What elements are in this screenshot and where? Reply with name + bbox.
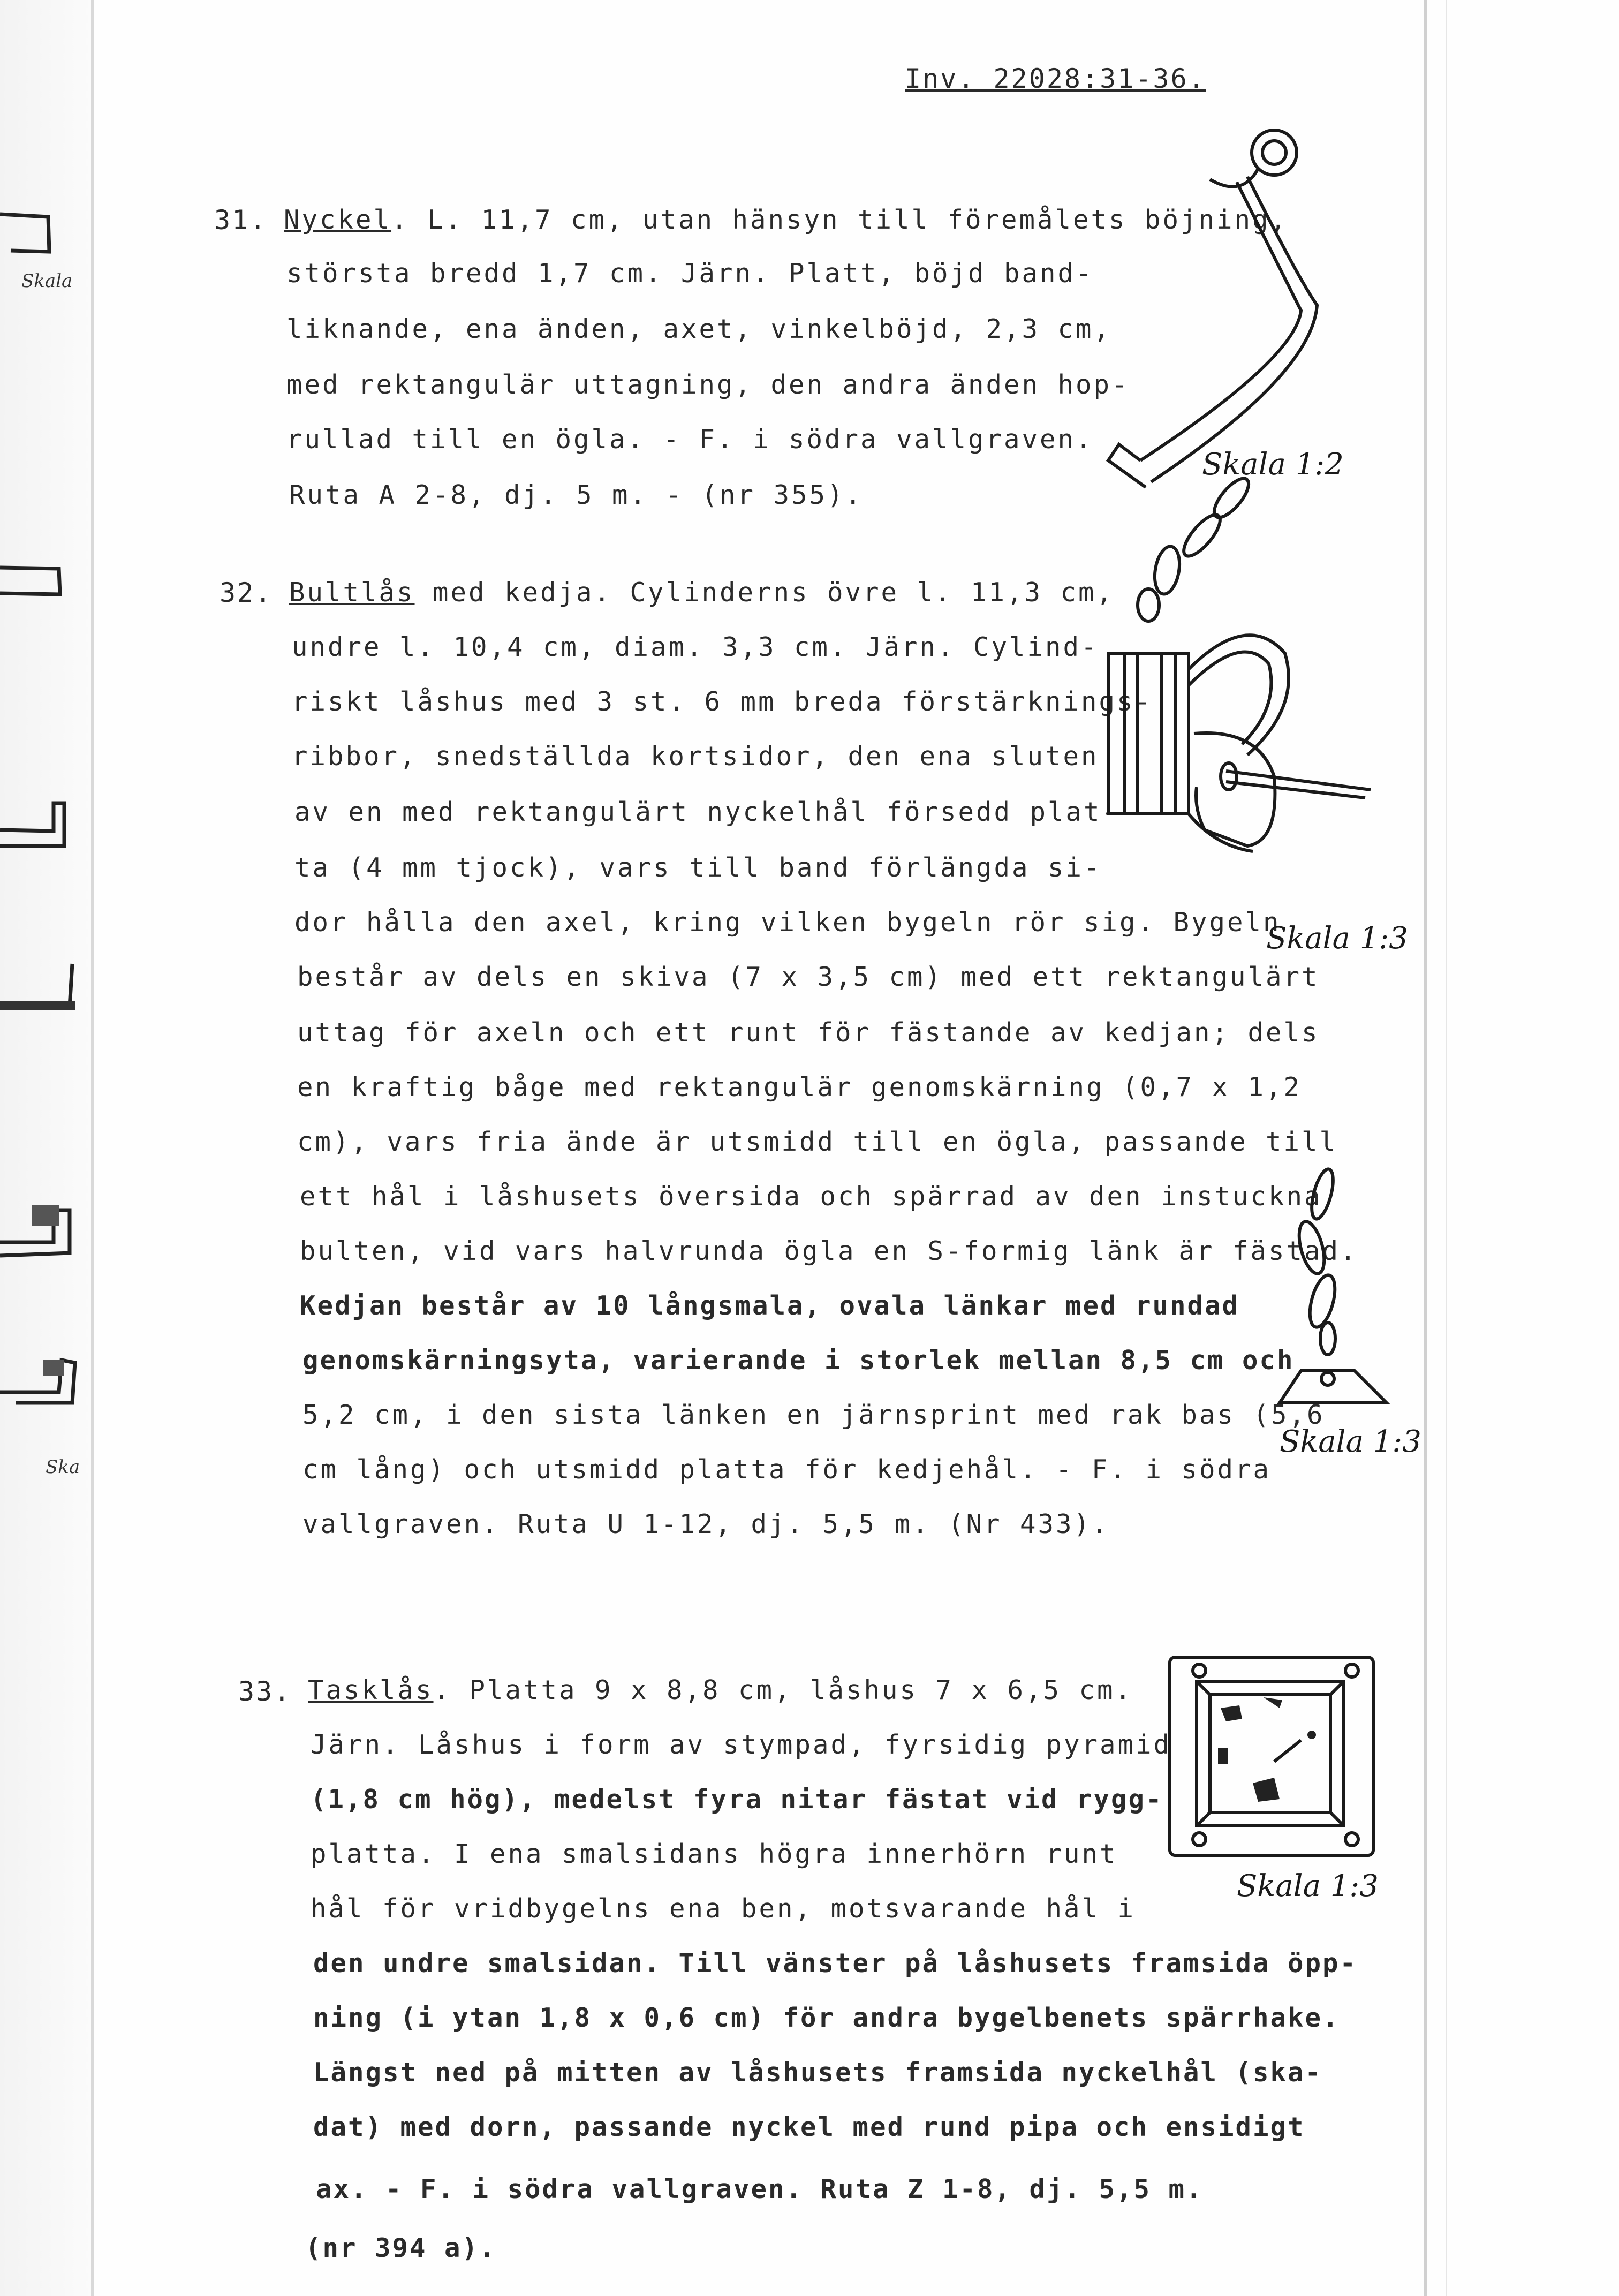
entry-text-line: Kedjan består av 10 långsmala, ovala länkar med rundad <box>300 1290 1240 1321</box>
entry-text-line: cm lång) och utsmidd platta för kedjehål. - F. i södra <box>302 1454 1272 1485</box>
entry-text-line: uttag för axeln och ett runt för fästande av kedjan; dels <box>297 1017 1320 1048</box>
entry-text-line: av en med rektangulärt nyckelhål försedd plat- <box>294 797 1120 827</box>
entry-title: Nyckel <box>284 205 392 235</box>
entry-title: Bultlås <box>289 577 415 608</box>
entry-first-line <box>308 1675 1133 1705</box>
entry-text-line: platta. I ena smalsidans högra innerhörn runt <box>311 1839 1118 1869</box>
entry-title: Tasklås <box>308 1675 434 1705</box>
inventory-number: Inv. 22028:31-36. <box>905 63 1206 94</box>
entry-first-line <box>289 577 1114 608</box>
entry-text-line: hål för vridbygelns ena ben, motsvarande hål i <box>311 1893 1136 1924</box>
scale-label: Skala 1:3 <box>1237 1869 1379 1904</box>
entry-text-line: 5,2 cm, i den sista länken en järnsprint med rak bas (5,6 <box>302 1400 1325 1430</box>
entry-text: . L. 11,7 cm, utan hänsyn till föremålets böjning, <box>391 205 1289 235</box>
entry-text-line: vallgraven. Ruta U 1-12, dj. 5,5 m. (Nr 433). <box>302 1509 1110 1539</box>
entry-text-line: Längst ned på mitten av låshusets framsida nyckelhål (ska- <box>313 2057 1323 2088</box>
entry-text-line: ta (4 mm tjock), vars till band förlängda si- <box>294 852 1102 883</box>
entry-text-line: cm), vars fria ände är utsmidd till en ögla, passande till <box>297 1127 1338 1157</box>
box-lock-illustration <box>1167 1655 1381 1869</box>
entry-text-line: undre l. 10,4 cm, diam. 3,3 cm. Järn. Cylind- <box>292 632 1099 662</box>
entry-text-line: ett hål i låshusets översida och spärrad av den instuckna <box>300 1181 1322 1212</box>
page-edge-line <box>1446 0 1447 2296</box>
entry-text-line: rullad till en ögla. - F. i södra vallgraven. <box>286 424 1094 455</box>
scale-label: Skala 1:3 <box>1266 921 1408 956</box>
entry-number: 32. <box>220 577 273 608</box>
entry-text-line: riskt låshus med 3 st. 6 mm breda förstärknings- <box>292 686 1153 717</box>
entry-text-line: ning (i ytan 1,8 x 0,6 cm) för andra bygelbenets spärrhake. <box>313 2003 1340 2033</box>
entry-text-line: genomskärningsyta, varierande i storlek mellan 8,5 cm och <box>302 1345 1295 1376</box>
entry-text-line: (nr 394 a). <box>305 2233 497 2263</box>
entry-text-line: bulten, vid vars halvrunda ögla en S-formig länk är fästad. <box>300 1236 1358 1266</box>
entry-text-line: största bredd 1,7 cm. Järn. Platt, böjd band- <box>286 258 1094 289</box>
previous-page-edge <box>0 0 94 2296</box>
chain-illustration <box>1274 1167 1413 1414</box>
entry-text-line: dat) med dorn, passande nyckel med rund pipa och ensidigt <box>313 2112 1305 2142</box>
key-illustration <box>1087 118 1301 493</box>
entry-text-line: med rektangulär uttagning, den andra änden hop- <box>286 369 1130 400</box>
entry-number: 31. <box>214 205 268 236</box>
page-edge-line <box>1424 0 1427 2296</box>
entry-text-line: ax. - F. i södra vallgraven. Ruta Z 1-8, dj. 5,5 m. <box>316 2174 1204 2204</box>
entry-text-line: liknande, ena änden, axet, vinkelböjd, 2,3 cm, <box>286 314 1112 344</box>
entry-text-line: Järn. Låshus i form av stympad, fyrsidig pyramid <box>311 1729 1172 1760</box>
entry-text-line: Ruta A 2-8, dj. 5 m. - (nr 355). <box>289 480 864 510</box>
entry-text-line: ribbor, snedställda kortsidor, den ena sluten <box>292 741 1099 772</box>
margin-note: Ska <box>46 1456 80 1478</box>
padlock-illustration <box>1087 477 1387 916</box>
entry-text-line: (1,8 cm hög), medelst fyra nitar fästat vid rygg- <box>311 1784 1163 1815</box>
scale-label: Skala 1:2 <box>1202 447 1344 482</box>
entry-text: . Platta 9 x 8,8 cm, låshus 7 x 6,5 cm. <box>433 1675 1133 1705</box>
entry-text-line: en kraftig båge med rektangulär genomskärning (0,7 x 1,2 <box>297 1072 1302 1102</box>
entry-text: med kedja. Cylinderns övre l. 11,3 cm, <box>414 577 1115 608</box>
entry-text-line: dor hålla den axel, kring vilken bygeln rör sig. Bygeln <box>294 907 1281 938</box>
previous-page-sketches <box>0 0 91 2296</box>
entry-text-line: den undre smalsidan. Till vänster på låshusets framsida öpp- <box>313 1948 1358 1978</box>
entry-number: 33. <box>238 1676 292 1707</box>
scale-label: Skala 1:3 <box>1280 1424 1421 1459</box>
entry-text-line: består av dels en skiva (7 x 3,5 cm) med ett rektangulärt <box>297 962 1320 992</box>
margin-note: Skala <box>21 270 73 292</box>
